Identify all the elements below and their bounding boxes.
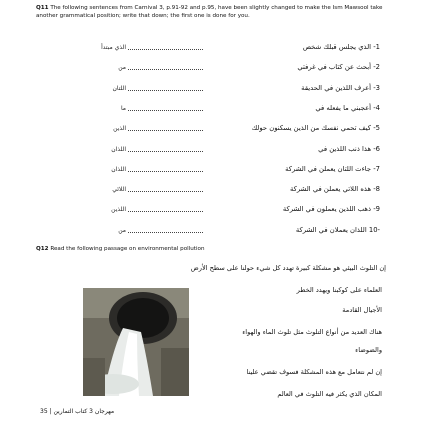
sentence-text: كيف تحمي نفسك من الذين يسكنون حولك bbox=[251, 124, 372, 133]
answer-blank[interactable] bbox=[128, 49, 203, 50]
sentence bbox=[220, 185, 380, 193]
exercise-row bbox=[90, 60, 380, 80]
sentence-text: اللذان يعملان في الشركة bbox=[295, 225, 367, 234]
question-12-instruction bbox=[36, 245, 396, 253]
sentence-number: -1 bbox=[373, 43, 380, 51]
sentence-text: الذي يجلس قبلك شخص bbox=[302, 43, 372, 51]
question-number: Q12 bbox=[36, 246, 49, 252]
sentence-number: -7 bbox=[373, 164, 380, 173]
passage-text: إن لم نتعامل مع هذه المشكلة فسوف تقضي علينا bbox=[246, 368, 382, 376]
sentence-text: جاءت اللتان يعملن في الشركة bbox=[285, 164, 372, 173]
answer-blank[interactable] bbox=[128, 191, 203, 192]
exercise-row bbox=[90, 121, 380, 141]
sentence bbox=[220, 104, 380, 112]
passage-line bbox=[277, 390, 382, 398]
sentence bbox=[220, 205, 380, 213]
exercise-row bbox=[90, 142, 380, 162]
sentence bbox=[220, 226, 380, 234]
answer-blank[interactable] bbox=[128, 69, 203, 70]
passage-text: الأجيال القادمة bbox=[342, 306, 382, 314]
sentence bbox=[220, 124, 380, 132]
passage-line bbox=[191, 264, 386, 272]
sentence-number: -3 bbox=[373, 83, 380, 92]
exercise-row bbox=[90, 202, 380, 222]
instruction-text: Read the following passage on environmental pollution bbox=[50, 246, 205, 252]
sentence-number: -4 bbox=[373, 103, 380, 112]
sentence-text: أعرف اللذين في الحديقة bbox=[301, 83, 372, 92]
answer-label: اللائي bbox=[112, 186, 126, 194]
sentence-number: -6 bbox=[373, 144, 380, 153]
answer-blank[interactable] bbox=[128, 110, 203, 111]
sentence bbox=[220, 145, 380, 153]
passage-line bbox=[242, 328, 382, 336]
sentence-text: أعجبني ما يفعله في bbox=[315, 103, 372, 112]
exercise-row bbox=[90, 81, 380, 101]
answer-label: اللذان bbox=[111, 165, 126, 173]
sentence-text: هذه اللاتي يعملن في الشركة bbox=[290, 185, 372, 194]
answer-label: اللذان bbox=[111, 145, 126, 153]
answer-blank[interactable] bbox=[128, 232, 203, 233]
answer-label: من bbox=[118, 64, 126, 72]
sentence-number: -8 bbox=[373, 185, 380, 194]
answer-label: اللتان bbox=[112, 84, 126, 92]
passage-line bbox=[355, 346, 382, 354]
pipe-water-illustration bbox=[83, 288, 189, 396]
answer-label: اللذين bbox=[111, 206, 126, 214]
answer-blank[interactable] bbox=[128, 171, 203, 172]
sentence-text: أبحث عن كتاب في غرفتي bbox=[297, 63, 372, 72]
answer-blank[interactable] bbox=[128, 151, 203, 152]
pollution-photo bbox=[83, 288, 189, 396]
sentence bbox=[220, 165, 380, 173]
sentence-number: -2 bbox=[373, 63, 380, 72]
sentence bbox=[220, 43, 380, 51]
answer-blank[interactable] bbox=[128, 211, 203, 212]
exercise-row bbox=[90, 162, 380, 182]
answer-label: ما bbox=[120, 104, 126, 112]
exercise-row bbox=[90, 40, 380, 60]
passage-line bbox=[247, 368, 382, 376]
passage-line bbox=[297, 286, 382, 294]
passage-text: العلماء على كوكبنا ويهدد الخطر bbox=[296, 286, 382, 294]
instruction-text: The following sentences from Carnival 3, p.91-92 and p.95, have been slightly changed to make the Ism Mawsool take another grammatical position; write that down; the first one is done for you. bbox=[36, 5, 383, 19]
page-footer: مهرجان 3 كتاب التمارين | 35 bbox=[40, 408, 115, 415]
question-11-instruction bbox=[36, 4, 396, 20]
sentence-number: 10- bbox=[368, 225, 380, 234]
sentence bbox=[220, 84, 380, 92]
passage-text: إن التلوث البيئي هو مشكلة كبيرة تهدد كل شيء حولنا على سطح الأرض bbox=[190, 264, 386, 272]
sentence-text: هذا ذنب اللذين في bbox=[318, 144, 372, 153]
sentence bbox=[220, 63, 380, 71]
exercise-row bbox=[90, 223, 380, 243]
sentence-text: ذهب اللذين يعملون في الشركة bbox=[282, 205, 372, 214]
answer-blank[interactable] bbox=[128, 130, 203, 131]
answer-label: الذين bbox=[113, 125, 126, 133]
passage-text: هناك العديد من أنواع التلوث مثل تلوث الماء والهواء bbox=[242, 328, 382, 336]
answer-label: من bbox=[118, 226, 126, 234]
sentence-number: -5 bbox=[373, 124, 380, 133]
sentence-number: -9 bbox=[373, 205, 380, 214]
passage-text: المكان الذي يكثر فيه التلوث في العالم bbox=[277, 390, 382, 398]
exercise-row bbox=[90, 101, 380, 121]
answer-label: الذي مبتدأ bbox=[101, 44, 126, 51]
exercise-row bbox=[90, 182, 380, 202]
passage-text: والضوضاء bbox=[355, 346, 382, 354]
question-number: Q11 bbox=[36, 5, 49, 11]
passage-line bbox=[342, 306, 382, 314]
answer-blank[interactable] bbox=[128, 90, 203, 91]
